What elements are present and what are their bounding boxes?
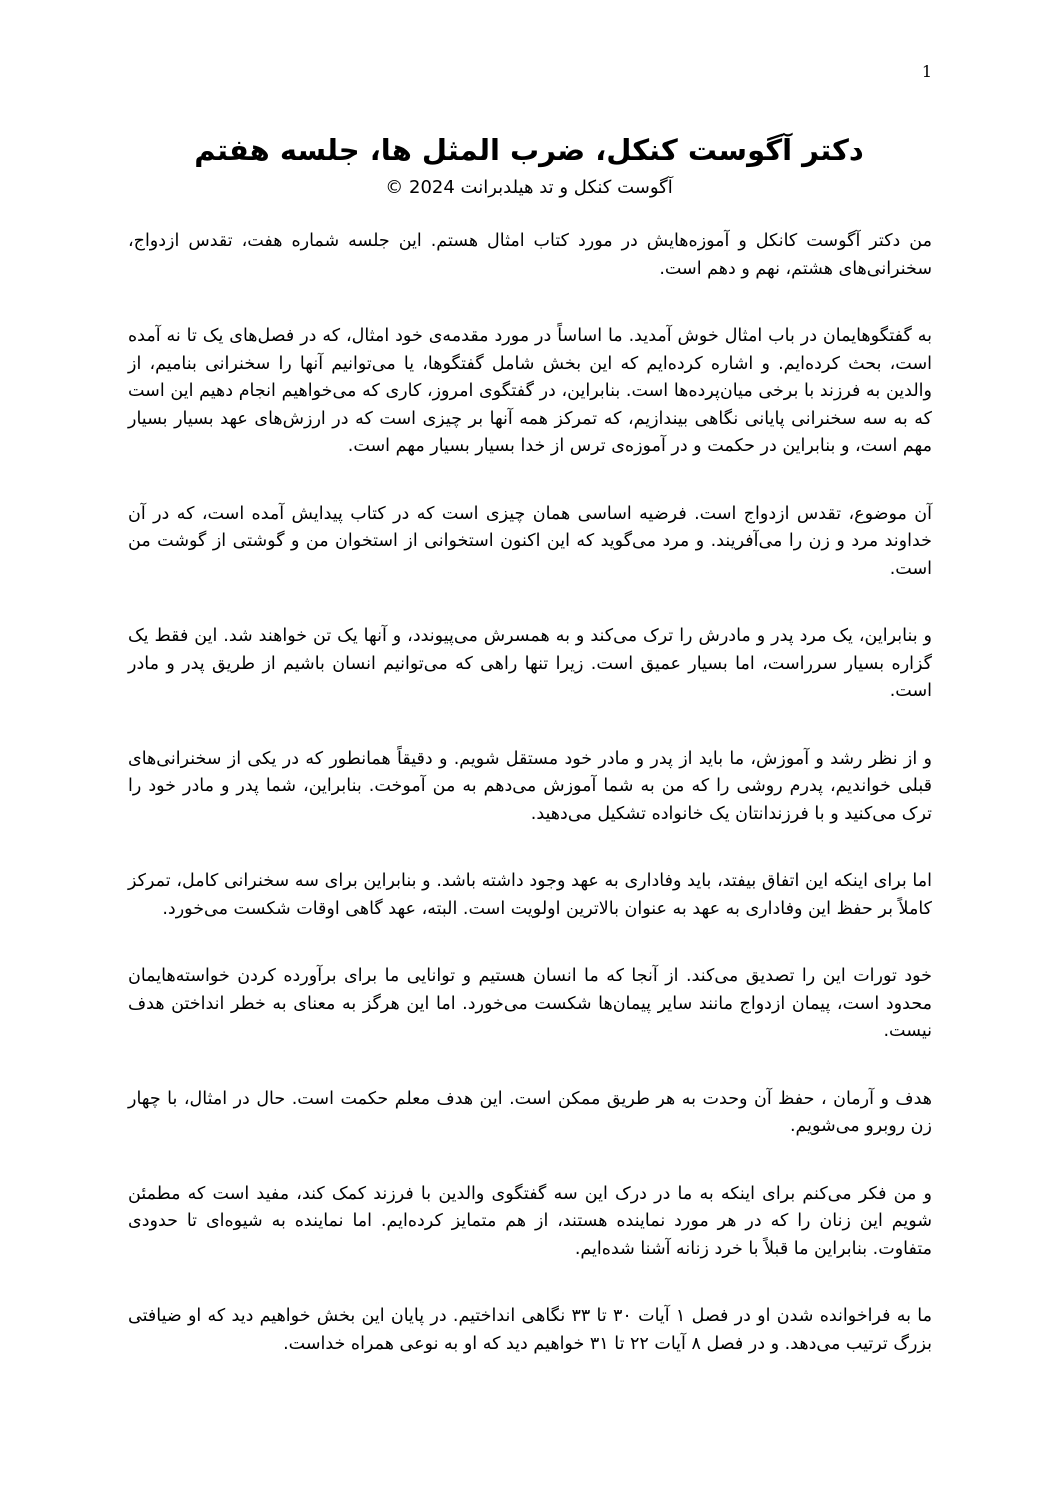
- paragraph-2: به گفتگوهایمان در باب امثال خوش آمدید. ما اساساً در مورد مقدمه‌ی خود امثال، که در فصل‌های یک تا نه آمده است، بحث کرده‌ایم. و اشاره کرده‌ایم که این بخش شامل گفتگوها، یا می‌توانیم آنها را سخنرانی بنامیم، از والدین به فرزند با برخی میان‌پرده‌ها است. بنابراین، در گفتگوی امروز، کاری که می‌خواهیم انجام دهیم این است که به سه سخنرانی پایانی نگاهی بیندازیم، که تمرکز همه آنها بر چیزی است که در ارزش‌های عهد بسیار بسیار مهم است، و بنابراین در حکمت و در آموزه‌ی ترس از خدا بسیار بسیار مهم است.: [128, 326, 932, 456]
- paragraph-5: و از نظر رشد و آموزش، ما باید از پدر و مادر خود مستقل شویم. و دقیقاً همانطور که در یکی از سخنرانی‌های قبلی خواندیم، پدرم روشی را که من به شما آموزش می‌دهم به من آموخت. بنابراین، شما پدر و مادر خود را ترک می‌کنید و با فرزندانتان یک خانواده تشکیل می‌دهید.: [128, 748, 932, 824]
- paragraph-4: و بنابراین، یک مرد پدر و مادرش را ترک می‌کند و به همسرش می‌پیوندد، و آنها یک تن خواهند شد. این فقط یک گزاره بسیار سرراست، اما بسیار عمیق است. زیرا تنها راهی که می‌توانیم انسان باشیم از طریق پدر و مادر است.: [128, 626, 932, 701]
- paragraph-9: و من فکر می‌کنم برای اینکه به ما در درک این سه گفتگوی والدین با فرزند کمک کند، مفید است که مطمئن شویم این زنان را که در هر مورد نماینده هستند، از هم متمایز کرده‌ایم. اما نماینده به شیوه‌ای تا حدودی متفاوت. بنابراین ما قبلاً با خرد زنانه آشنا شده‌ایم.: [128, 1183, 932, 1259]
- body-text: [128, 228, 932, 1398]
- paragraph-10: ما به فراخوانده شدن او در فصل ۱ آیات ۳۰ تا ۳۳ نگاهی انداختیم. در پایان این بخش خواهیم دید که او ضیافتی بزرگ ترتیب می‌دهد. و در فصل ۸ آیات ۲۲ تا ۳۱ خواهیم دید که او به نوعی همراه خداست.: [128, 1306, 933, 1354]
- paragraph-7: خود تورات این را تصدیق می‌کند. از آنجا که ما انسان هستیم و توانایی ما برای برآورده کردن خواسته‌هایمان محدود است، پیمان ازدواج مانند سایر پیمان‌ها شکست می‌خورد. اما این هرگز به معنای به خطر انداختن هدف نیست.: [128, 966, 932, 1041]
- page-number: 1: [921, 62, 932, 81]
- paragraph-3: آن موضوع، تقدس ازدواج است. فرضیه اساسی همان چیزی است که در کتاب پیدایش آمده است، که در آن خداوند مرد و زن را می‌آفریند. و مرد می‌گوید که این اکنون استخوانی از استخوان من و گوشتی از گوشت من است.: [128, 503, 932, 579]
- paragraph-1: من دکتر آگوست کانکل و آموزه‌هایش در مورد کتاب امثال هستم. این جلسه شماره هفت، تقدس ازدواج، سخنرانی‌های هشتم، نهم و دهم است.: [128, 231, 932, 279]
- page-title: دکتر آگوست کنکل، ضرب المثل ها، جلسه هفتم: [194, 133, 864, 167]
- paragraph-6: اما برای اینکه این اتفاق بیفتد، باید وفاداری به عهد وجود داشته باشد. و بنابراین برای سه سخنرانی کامل، تمرکز کاملاً بر حفظ این وفاداری به عهد به عنوان بالاترین اولویت است. البته، عهد گاهی اوقات شکست می‌خورد.: [128, 871, 932, 919]
- copyright-subtitle: آگوست کنکل و تد هیلدبرانت 2024 ©: [385, 177, 673, 198]
- paragraph-8: هدف و آرمان ، حفظ آن وحدت به هر طریق ممکن است. این هدف معلم حکمت است. حال در امثال، با چهار زن روبرو می‌شویم.: [128, 1088, 932, 1136]
